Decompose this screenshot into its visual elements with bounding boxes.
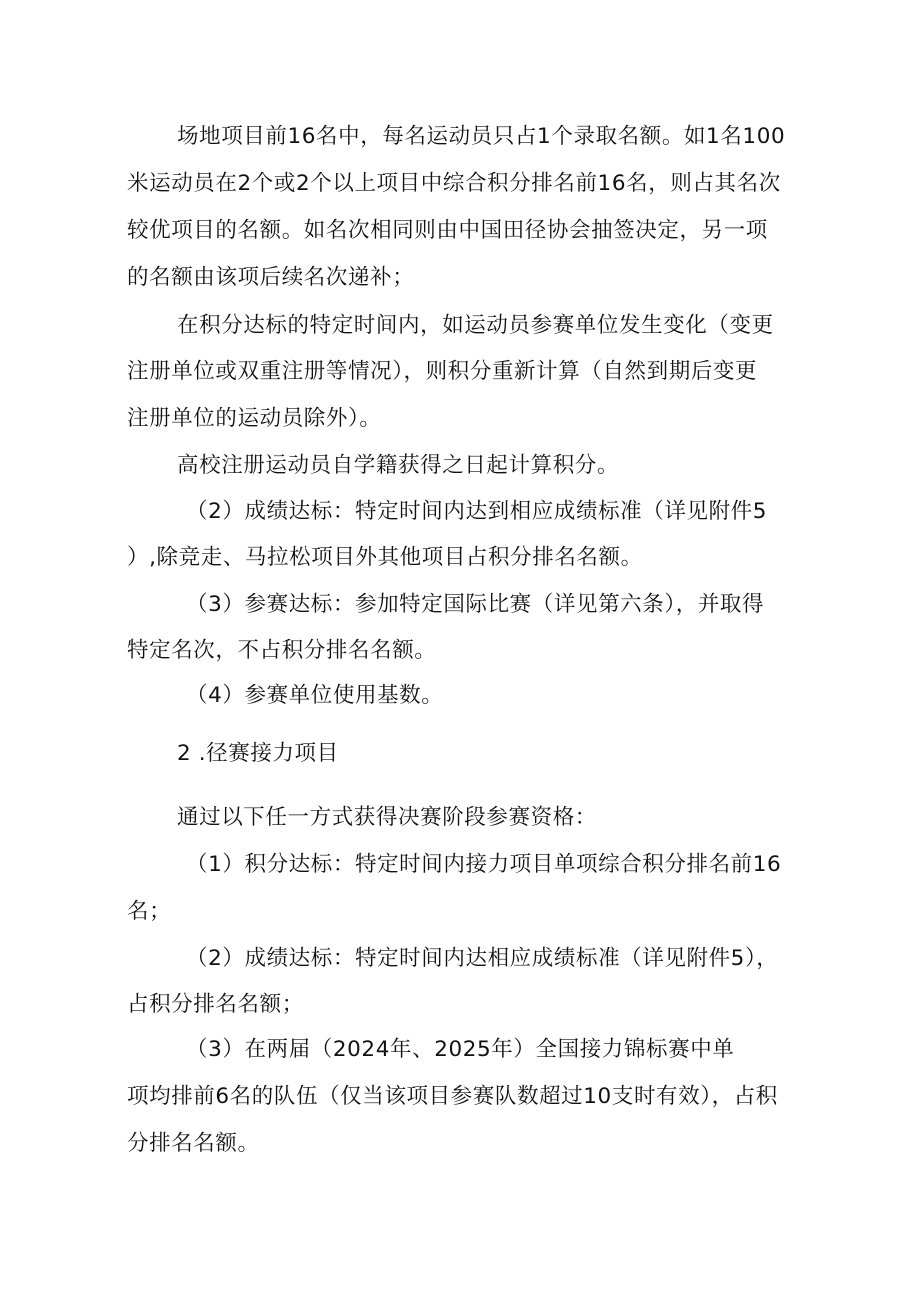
list-item-line: 占积分排名名额；: [127, 992, 304, 1017]
list-item-line: （2）成绩达标：特定时间内达到相应成绩标准（详见附件5: [186, 499, 768, 524]
list-item-line: 项均排前6名的队伍（仅当该项目参赛队数超过10支时有效），占积: [127, 1084, 778, 1109]
paragraph-line: 较优项目的名额。如名次相同则由中国田径协会抽签决定，另一项: [127, 218, 768, 243]
list-item-line: 特定名次，不占积分排名名额。: [127, 638, 437, 663]
list-item-line: 分排名名额。: [127, 1131, 260, 1156]
paragraph-line: 米运动员在2个或2个以上项目中综合积分排名前16名，则占其名次: [127, 171, 781, 196]
paragraph-line: 的名额由该项后续名次递补；: [127, 265, 415, 290]
paragraph-line: 通过以下任一方式获得决赛阶段参赛资格：: [177, 805, 597, 830]
list-item-line: （1）积分达标：特定时间内接力项目单项综合积分排名前16: [186, 852, 782, 877]
paragraph-line: 注册单位或双重注册等情况），则积分重新计算（自然到期后变更: [127, 359, 758, 384]
list-item-line: 名；: [127, 899, 172, 924]
paragraph-line: 场地项目前16名中，每名运动员只占1个录取名额。如1名100: [177, 124, 786, 149]
paragraph-line: 在积分达标的特定时间内，如运动员参赛单位发生变化（变更: [177, 313, 774, 338]
list-item-line: （2）成绩达标：特定时间内达相应成绩标准（详见附件5），: [186, 946, 779, 971]
list-item-line: （3）参赛达标：参加特定国际比赛（详见第六条），并取得: [186, 592, 765, 617]
paragraph-line: 高校注册运动员自学籍获得之日起计算积分。: [177, 453, 620, 478]
list-item-line: ）,除竞走、马拉松项目外其他项目占积分排名名额。: [127, 545, 643, 570]
section-heading: 2 .径赛接力项目: [177, 741, 339, 766]
list-item-line: （4）参赛单位使用基数。: [186, 683, 444, 708]
paragraph-line: 注册单位的运动员除外）。: [127, 406, 382, 431]
list-item-line: （3）在两届（2024年、2025年）全国接力锦标赛中单: [186, 1037, 735, 1062]
